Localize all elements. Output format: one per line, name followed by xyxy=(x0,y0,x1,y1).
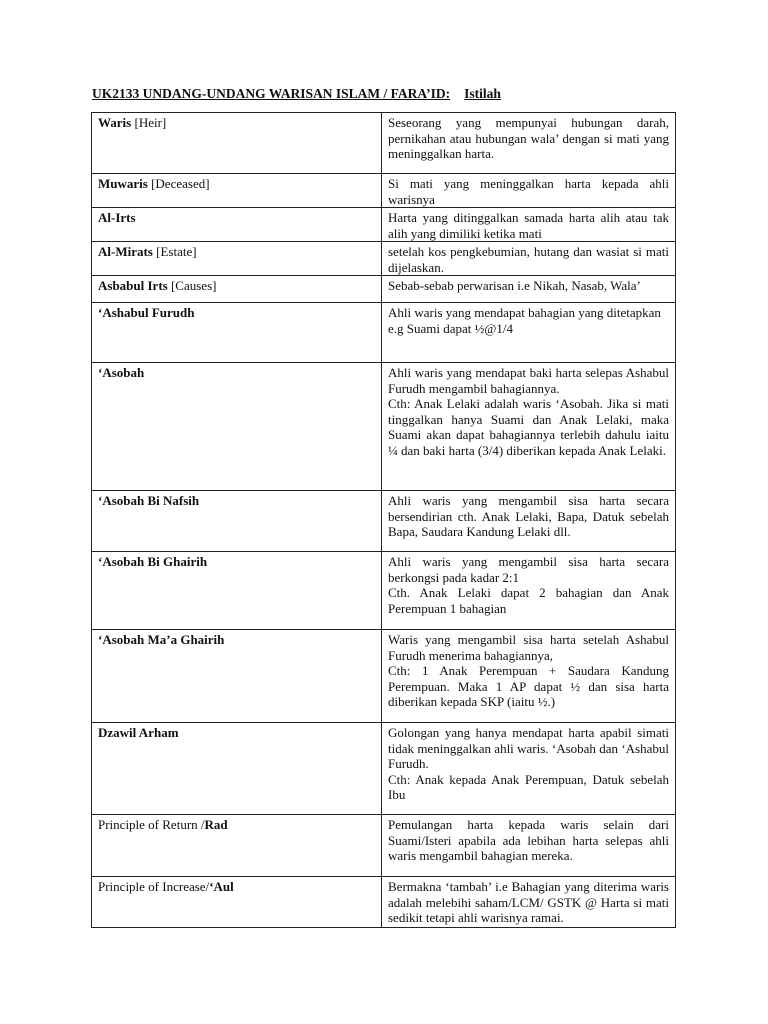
table-row xyxy=(92,877,676,928)
definition-text: Ahli waris yang mendapat bahagian yang ditetapkan xyxy=(388,305,661,320)
page-title xyxy=(92,86,501,102)
definition-cell xyxy=(382,723,676,815)
term-cell xyxy=(92,552,382,630)
term-name: ‘Asobah Ma’a Ghairih xyxy=(98,632,225,647)
term-prefix: Principle of Return / xyxy=(98,817,205,832)
definition-cell xyxy=(382,113,676,174)
definition-text: Cth: Anak Lelaki adalah waris ‘Asobah. Jika si mati tinggalkan hanya Suami dan Anak Lelaki, maka Suami akan dapat bahagiannya terlebih dahulu iaitu ¼ dan baki harta (3/4) diberikan kepada Anak Lelaki. xyxy=(388,396,669,458)
definition-text: Ahli waris yang mengambil sisa harta secara bersendirian cth. Anak Lelaki, Bapa, Datuk sebelah Bapa, Saudara Kandung Lelaki dll. xyxy=(388,493,669,539)
definition-text: setelah kos pengkebumian, hutang dan wasiat si mati dijelaskan. xyxy=(388,244,669,275)
term-cell xyxy=(92,276,382,303)
definition-text: Cth: Anak kepada Anak Perempuan, Datuk sebelah Ibu xyxy=(388,771,669,802)
term-cell xyxy=(92,630,382,723)
term-cell xyxy=(92,723,382,815)
term-name: Asbabul Irts xyxy=(98,278,168,293)
term-translation: [Causes] xyxy=(167,278,217,293)
definition-cell xyxy=(382,491,676,552)
definition-text: Pemulangan harta kepada waris selain dari Suami/Isteri apabila ada lebihan harta selepas ahli waris mengambil bahagian mereka. xyxy=(388,817,669,863)
definition-cell xyxy=(382,815,676,877)
definition-cell xyxy=(382,276,676,303)
term-cell xyxy=(92,242,382,276)
term-cell xyxy=(92,208,382,242)
term-translation: [Heir] xyxy=(131,115,167,130)
term-cell xyxy=(92,113,382,174)
definition-text: Cth. Anak Lelaki dapat 2 bahagian dan Anak Perempuan 1 bahagian xyxy=(388,585,669,616)
table-row xyxy=(92,303,676,363)
term-name: ‘Asobah Bi Ghairih xyxy=(98,554,208,569)
definition-cell xyxy=(382,303,676,363)
terms-table xyxy=(91,112,676,928)
table-row xyxy=(92,630,676,723)
definition-cell xyxy=(382,877,676,928)
table-row xyxy=(92,723,676,815)
term-translation: [Estate] xyxy=(152,244,197,259)
term-name: ‘Ashabul Furudh xyxy=(98,305,195,320)
definition-text: Harta yang ditinggalkan samada harta alih atau tak alih yang dimiliki ketika mati xyxy=(388,210,669,241)
definition-cell xyxy=(382,174,676,208)
definition-cell xyxy=(382,242,676,276)
term-name: Dzawil Arham xyxy=(98,725,179,740)
definition-text: Bermakna ‘tambah’ i.e Bahagian yang diterima waris adalah melebihi saham/LCM/ GSTK @ Harta si mati sedikit tetapi ahli warisnya ramai. xyxy=(388,879,669,925)
definition-text: Seseorang yang mempunyai hubungan darah, pernikahan atau hubungan wala’ dengan si mati yang meninggalkan harta. xyxy=(388,115,669,161)
title-sub: Istilah xyxy=(464,86,501,101)
term-name: Al-Mirats xyxy=(98,244,153,259)
definition-text: Si mati yang meninggalkan harta kepada ahli warisnya xyxy=(388,176,669,207)
term-name: ‘Aul xyxy=(209,879,234,894)
term-name: Rad xyxy=(204,817,228,832)
terms-table-body xyxy=(92,113,676,928)
definition-text: Ahli waris yang mengambil sisa harta secara berkongsi pada kadar 2:1 xyxy=(388,554,669,585)
table-row xyxy=(92,113,676,174)
title-main: UK2133 UNDANG-UNDANG WARISAN ISLAM / FARA’ID: xyxy=(92,86,451,101)
term-translation: [Deceased] xyxy=(147,176,210,191)
term-name: ‘Asobah xyxy=(98,365,145,380)
term-cell xyxy=(92,491,382,552)
table-row xyxy=(92,491,676,552)
term-name: ‘Asobah Bi Nafsih xyxy=(98,493,200,508)
term-prefix: Principle of Increase/ xyxy=(98,879,210,894)
term-name: Al-Irts xyxy=(98,210,136,225)
definition-cell xyxy=(382,363,676,491)
term-cell xyxy=(92,363,382,491)
definition-text: Cth: 1 Anak Perempuan + Saudara Kandung Perempuan. Maka 1 AP dapat ½ dan sisa harta diberikan kepada SKP (iaitu ½.) xyxy=(388,663,669,709)
term-cell xyxy=(92,877,382,928)
term-cell xyxy=(92,303,382,363)
table-row xyxy=(92,242,676,276)
definition-text: Waris yang mengambil sisa harta setelah Ashabul Furudh menerima bahagiannya, xyxy=(388,632,669,663)
table-row xyxy=(92,363,676,491)
term-cell xyxy=(92,174,382,208)
term-cell xyxy=(92,815,382,877)
table-row xyxy=(92,815,676,877)
term-name: Muwaris xyxy=(98,176,148,191)
definition-cell xyxy=(382,630,676,723)
table-row xyxy=(92,174,676,208)
table-row xyxy=(92,208,676,242)
table-row xyxy=(92,552,676,630)
definition-text: Sebab-sebab perwarisan i.e Nikah, Nasab, Wala’ xyxy=(388,278,641,293)
definition-text: Golongan yang hanya mendapat harta apabil simati tidak meninggalkan ahli waris. ‘Asobah dan ‘Ashabul Furudh. xyxy=(388,725,669,771)
definition-cell xyxy=(382,208,676,242)
definition-cell xyxy=(382,552,676,630)
table-row xyxy=(92,276,676,303)
definition-text: Ahli waris yang mendapat baki harta selepas Ashabul Furudh mengambil bahagiannya. xyxy=(388,365,669,396)
definition-text: e.g Suami dapat ½@1/4 xyxy=(388,320,513,336)
term-name: Waris xyxy=(98,115,132,130)
